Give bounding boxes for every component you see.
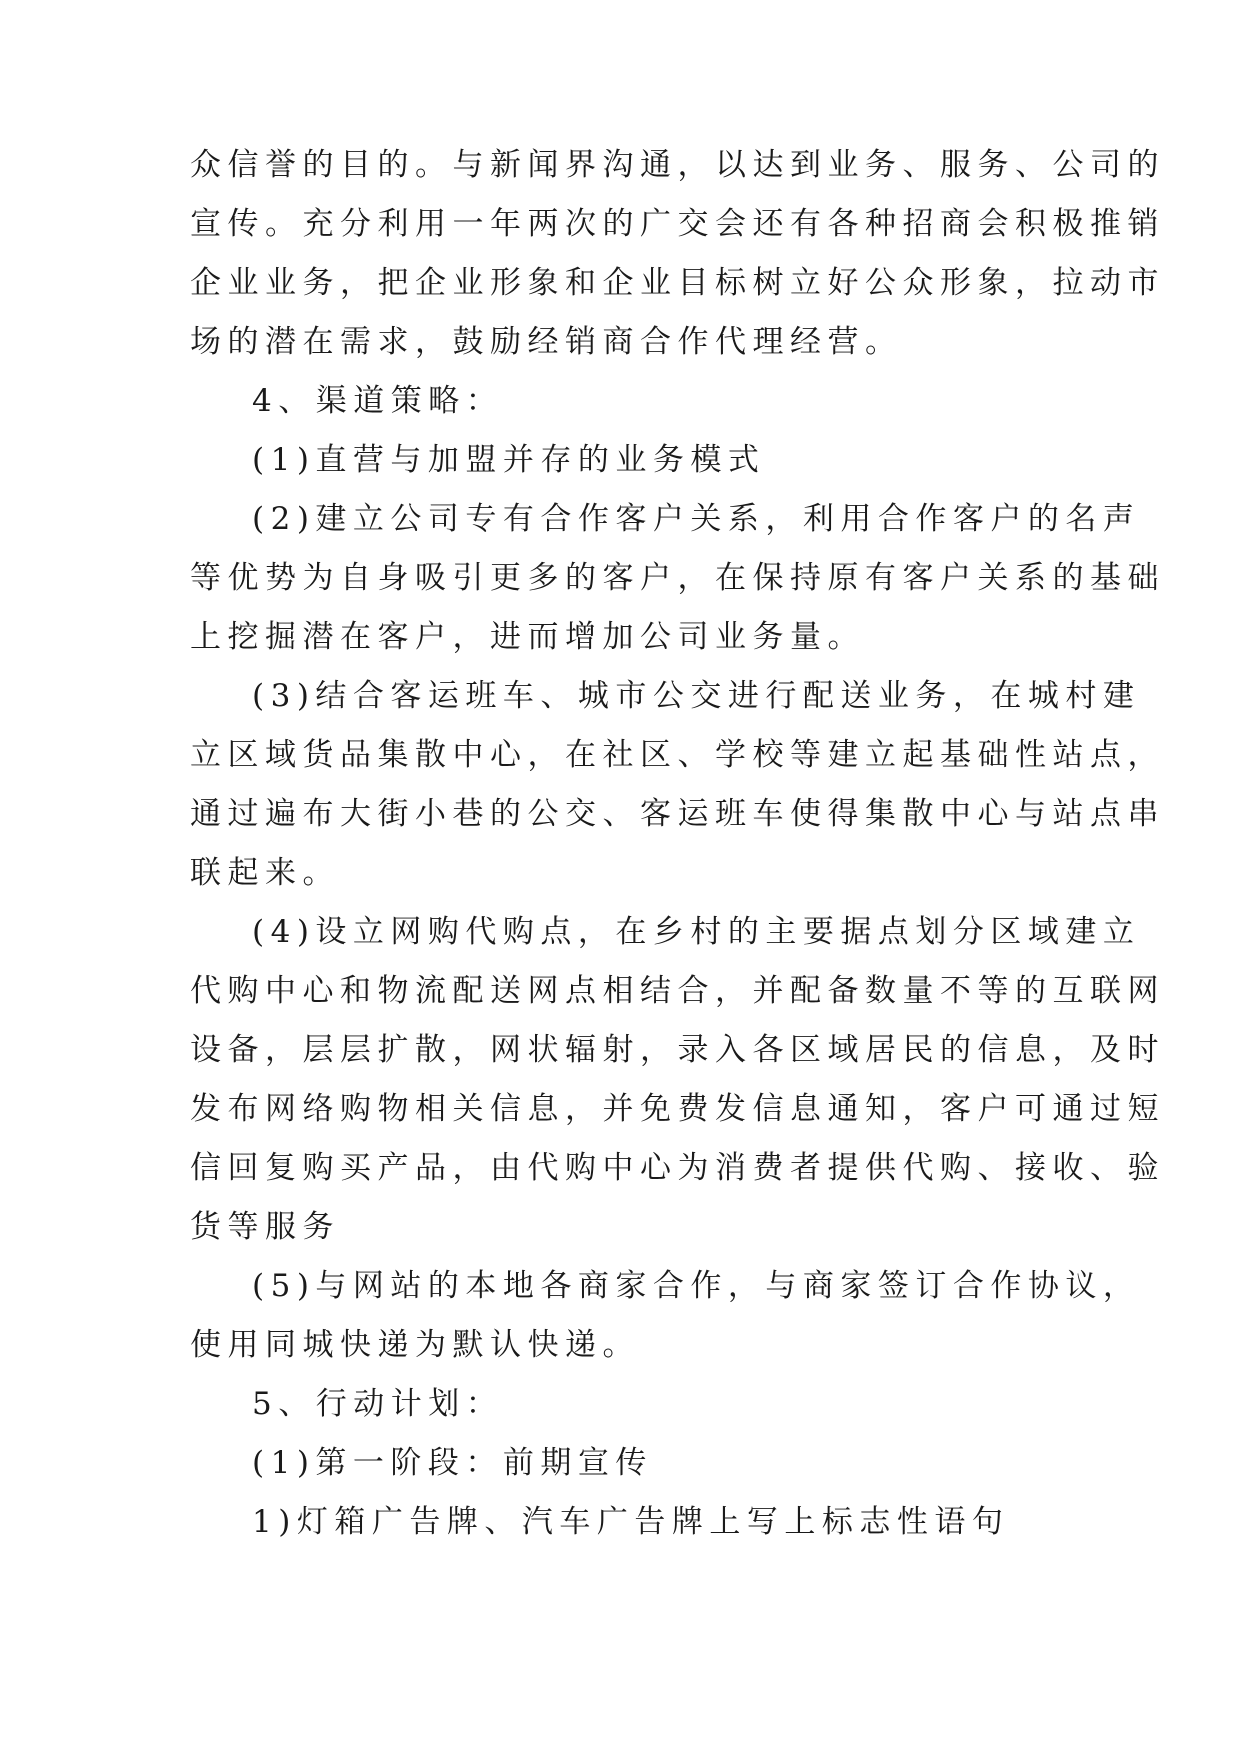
section-heading: 4、渠道策略： <box>252 383 504 419</box>
section-heading: 5、行动计划： <box>252 1386 504 1422</box>
list-item-text: (2)建立公司专有合作客户关系，利用合作客户的名声 <box>252 501 1141 537</box>
list-item-heading: (1)第一阶段：前期宣传 <box>252 1445 653 1481</box>
body-text-line: 场的潜在需求，鼓励经销商合作代理经营。 <box>190 324 903 360</box>
list-item-text: (4)设立网购代购点，在乡村的主要据点划分区域建立 <box>252 914 1141 950</box>
list-item-text: (3)结合客运班车、城市公交进行配送业务，在城村建 <box>252 678 1141 714</box>
body-text-line: 代购中心和物流配送网点相结合，并配备数量不等的互联网 <box>190 973 1165 1009</box>
body-text-line: 使用同城快递为默认快递。 <box>190 1327 640 1363</box>
list-item-text: 1)灯箱广告牌、汽车广告牌上写上标志性语句 <box>252 1504 1010 1540</box>
body-text-line: 货等服务 <box>190 1209 340 1245</box>
body-text-line: 上挖掘潜在客户，进而增加公司业务量。 <box>190 619 865 655</box>
list-item-text: (5)与网站的本地各商家合作，与商家签订合作协议， <box>252 1268 1141 1304</box>
body-text-line: 设备，层层扩散，网状辐射，录入各区域居民的信息，及时 <box>190 1032 1165 1068</box>
body-text-line: 通过遍布大街小巷的公交、客运班车使得集散中心与站点串 <box>190 796 1165 832</box>
list-item-heading: (1)直营与加盟并存的业务模式 <box>252 442 766 478</box>
body-text-line: 等优势为自身吸引更多的客户，在保持原有客户关系的基础 <box>190 560 1165 596</box>
body-text-line: 信回复购买产品，由代购中心为消费者提供代购、接收、验 <box>190 1150 1165 1186</box>
body-text-line: 众信誉的目的。与新闻界沟通，以达到业务、服务、公司的 <box>190 147 1165 183</box>
body-text-line: 立区域货品集散中心，在社区、学校等建立起基础性站点， <box>190 737 1165 773</box>
body-text-line: 联起来。 <box>190 855 340 891</box>
body-text-line: 发布网络购物相关信息，并免费发信息通知，客户可通过短 <box>190 1091 1165 1127</box>
body-text-line: 宣传。充分利用一年两次的广交会还有各种招商会积极推销 <box>190 206 1165 242</box>
body-text-line: 企业业务，把企业形象和企业目标树立好公众形象，拉动市 <box>190 265 1165 301</box>
